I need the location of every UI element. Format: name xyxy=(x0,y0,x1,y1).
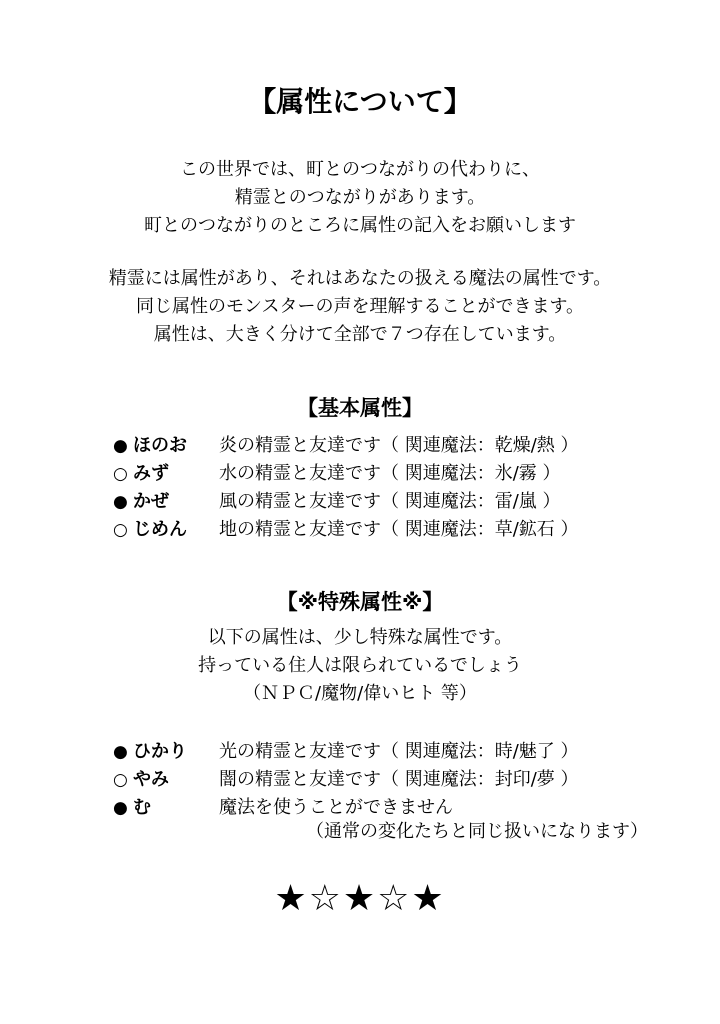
attribute-name: みず xyxy=(133,463,169,484)
attribute-name: じめん xyxy=(133,519,187,540)
attribute-name: かぜ xyxy=(133,491,169,512)
intro-line: 町とのつながりのところに属性の記入をお願いします xyxy=(144,215,576,236)
intro-line: 精霊には属性があり、それはあなたの扱える魔法の属性です。 xyxy=(108,268,612,289)
bullet-marker: ○ xyxy=(113,464,128,484)
intro-line: 精霊とのつながりがあります。 xyxy=(234,187,486,208)
special-desc-line: 持っている住人は限られているでしょう xyxy=(198,655,522,676)
attribute-name: ほのお xyxy=(133,435,187,456)
attribute-description: 光の精霊と友達です（ 関連魔法：時/魅了 ） xyxy=(219,741,579,762)
attribute-description: 炎の精霊と友達です（ 関連魔法：乾燥/熱 ） xyxy=(219,435,579,456)
bullet-marker: ● xyxy=(113,492,128,512)
attribute-description: 風の精霊と友達です（ 関連魔法：雷/嵐 ） xyxy=(219,491,561,512)
intro-paragraph-1 xyxy=(0,156,720,240)
star-divider: ★☆★☆★ xyxy=(274,878,446,919)
attribute-description: 水の精霊と友達です（ 関連魔法：氷/霧 ） xyxy=(219,463,561,484)
intro-line: この世界では、町とのつながりの代わりに、 xyxy=(180,159,540,180)
page-title: 【属性について】 xyxy=(248,85,472,118)
bullet-marker: ○ xyxy=(113,520,128,540)
special-desc-line: （ＮＰＣ/魔物/偉いヒト 等） xyxy=(243,683,477,704)
attribute-name: ひかり xyxy=(133,741,187,762)
intro-line: 同じ属性のモンスターの声を理解することができます。 xyxy=(135,296,585,317)
attribute-description: 魔法を使うことができません xyxy=(219,797,453,818)
attribute-name: む xyxy=(133,797,151,818)
bullet-marker: ● xyxy=(113,742,128,762)
special-desc-line: 以下の属性は、少し特殊な属性です。 xyxy=(207,627,513,648)
intro-line: 属性は、大きく分けて全部で７つ存在しています。 xyxy=(153,324,567,345)
special-note: （通常の変化たちと同じ扱いになります） xyxy=(306,821,648,842)
special-description xyxy=(0,624,720,708)
bullet-marker: ● xyxy=(113,436,128,456)
attribute-name: やみ xyxy=(133,769,169,790)
bullet-marker: ○ xyxy=(113,770,128,790)
special-attributes-heading: 【※特殊属性※】 xyxy=(276,590,444,614)
attribute-description: 地の精霊と友達です（ 関連魔法：草/鉱石 ） xyxy=(219,519,579,540)
intro-paragraph-2 xyxy=(0,265,720,349)
basic-attributes-heading: 【基本属性】 xyxy=(297,396,423,420)
bullet-marker: ● xyxy=(113,798,128,818)
attribute-description: 闇の精霊と友達です（ 関連魔法：封印/夢 ） xyxy=(219,769,579,790)
